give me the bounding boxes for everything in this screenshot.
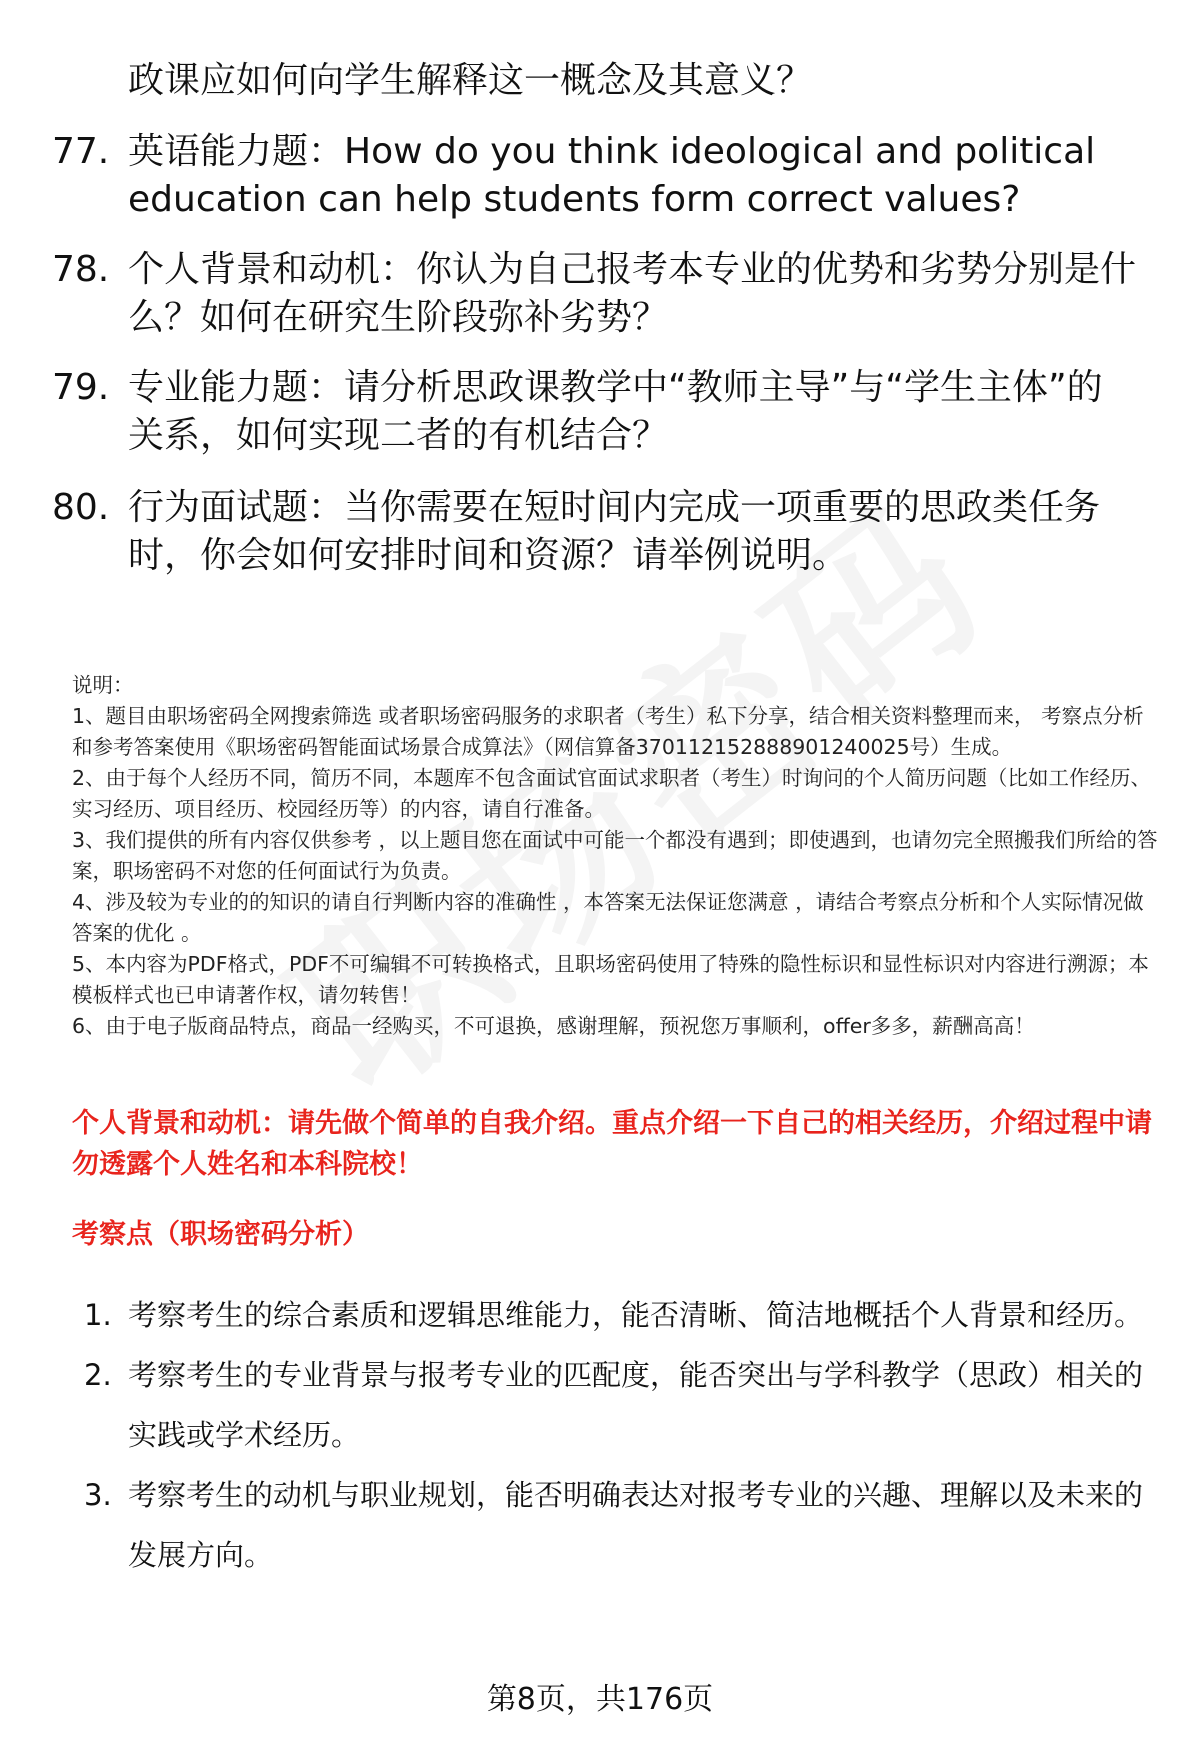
question-text: 专业能力题：请分析思政课教学中“教师主导”与“学生主体”的关系，如何实现二者的有机结合？ bbox=[128, 367, 1103, 456]
question-text: 行为面试题：当你需要在短时间内完成一项重要的思政类任务时，你会如何安排时间和资源？请举例说明。 bbox=[128, 487, 1101, 576]
question-item bbox=[52, 246, 1152, 342]
question-continuation: 政课应如何向学生解释这一概念及其意义？ bbox=[128, 60, 813, 101]
question-item bbox=[52, 128, 1152, 224]
question-text: 个人背景和动机：你认为自己报考本专业的优势和劣势分别是什么？如何在研究生阶段弥补劣势？ bbox=[128, 249, 1137, 338]
point-text: 考察考生的综合素质和逻辑思维能力，能否清晰、简洁地概括个人背景和经历。 bbox=[128, 1298, 1144, 1332]
point-number: 2. bbox=[84, 1358, 112, 1392]
question-number: 79. bbox=[52, 367, 110, 408]
page-footer: 第8页，共176页 bbox=[486, 1682, 714, 1717]
notes-title: 说明： bbox=[72, 673, 134, 697]
notes-item: 3、我们提供的所有内容仅供参考 ，以上题目您在面试中可能一个都没有遇到；即使遇到，也请勿完全照搬我们所给的答案，职场密码不对您的任何面试行为负责。 bbox=[72, 828, 1158, 883]
question-number: 78. bbox=[52, 249, 110, 290]
notes-item: 4、涉及较为专业的的知识的请自行判断内容的准确性 ，本答案无法保证您满意 ，请结合考察点分析和个人实际情况做答案的优化 。 bbox=[72, 890, 1144, 945]
notes-item: 2、由于每个人经历不同，简历不同，本题库不包含面试官面试求职者（考生）时询问的个人简历问题（比如工作经历、实习经历、项目经历、校园经历等）的内容，请自行准备。 bbox=[72, 766, 1152, 821]
analysis-point bbox=[84, 1345, 1164, 1465]
question-number: 80. bbox=[52, 487, 110, 528]
notes-block bbox=[72, 670, 1162, 1042]
analysis-points bbox=[84, 1285, 1164, 1585]
section-heading: 个人背景和动机：请先做个简单的自我介绍。重点介绍一下自己的相关经历，介绍过程中请勿透露个人姓名和本科院校！ bbox=[72, 1108, 1152, 1180]
question-item bbox=[52, 364, 1152, 460]
question-number: 77. bbox=[52, 131, 110, 172]
notes-item: 5、本内容为PDF格式，PDF不可编辑不可转换格式，且职场密码使用了特殊的隐性标识和显性标识对内容进行溯源；本模板样式也已申请著作权，请勿转售！ bbox=[72, 952, 1149, 1007]
point-text: 考察考生的动机与职业规划，能否明确表达对报考专业的兴趣、理解以及未来的发展方向。 bbox=[128, 1478, 1144, 1572]
analysis-heading: 考察点（职场密码分析） bbox=[72, 1219, 369, 1250]
notes-item: 6、由于电子版商品特点，商品一经购买，不可退换，感谢理解，预祝您万事顺利，offer多多，薪酬高高！ bbox=[72, 1014, 1035, 1038]
point-number: 3. bbox=[84, 1478, 112, 1512]
analysis-point bbox=[84, 1465, 1164, 1585]
point-number: 1. bbox=[84, 1298, 112, 1332]
question-text: 英语能力题：How do you think ideological and political education can help students form correct values? bbox=[128, 131, 1096, 220]
analysis-point bbox=[84, 1285, 1164, 1345]
point-text: 考察考生的专业背景与报考专业的匹配度，能否突出与学科教学（思政）相关的实践或学术经历。 bbox=[128, 1358, 1144, 1452]
question-item bbox=[52, 484, 1152, 580]
notes-item: 1、题目由职场密码全网搜索筛选 或者职场密码服务的求职者（考生）私下分享，结合相关资料整理而来， 考察点分析和参考答案使用《职场密码智能面试场景合成算法》（网信算备370112152888901240025号）生成。 bbox=[72, 704, 1144, 759]
